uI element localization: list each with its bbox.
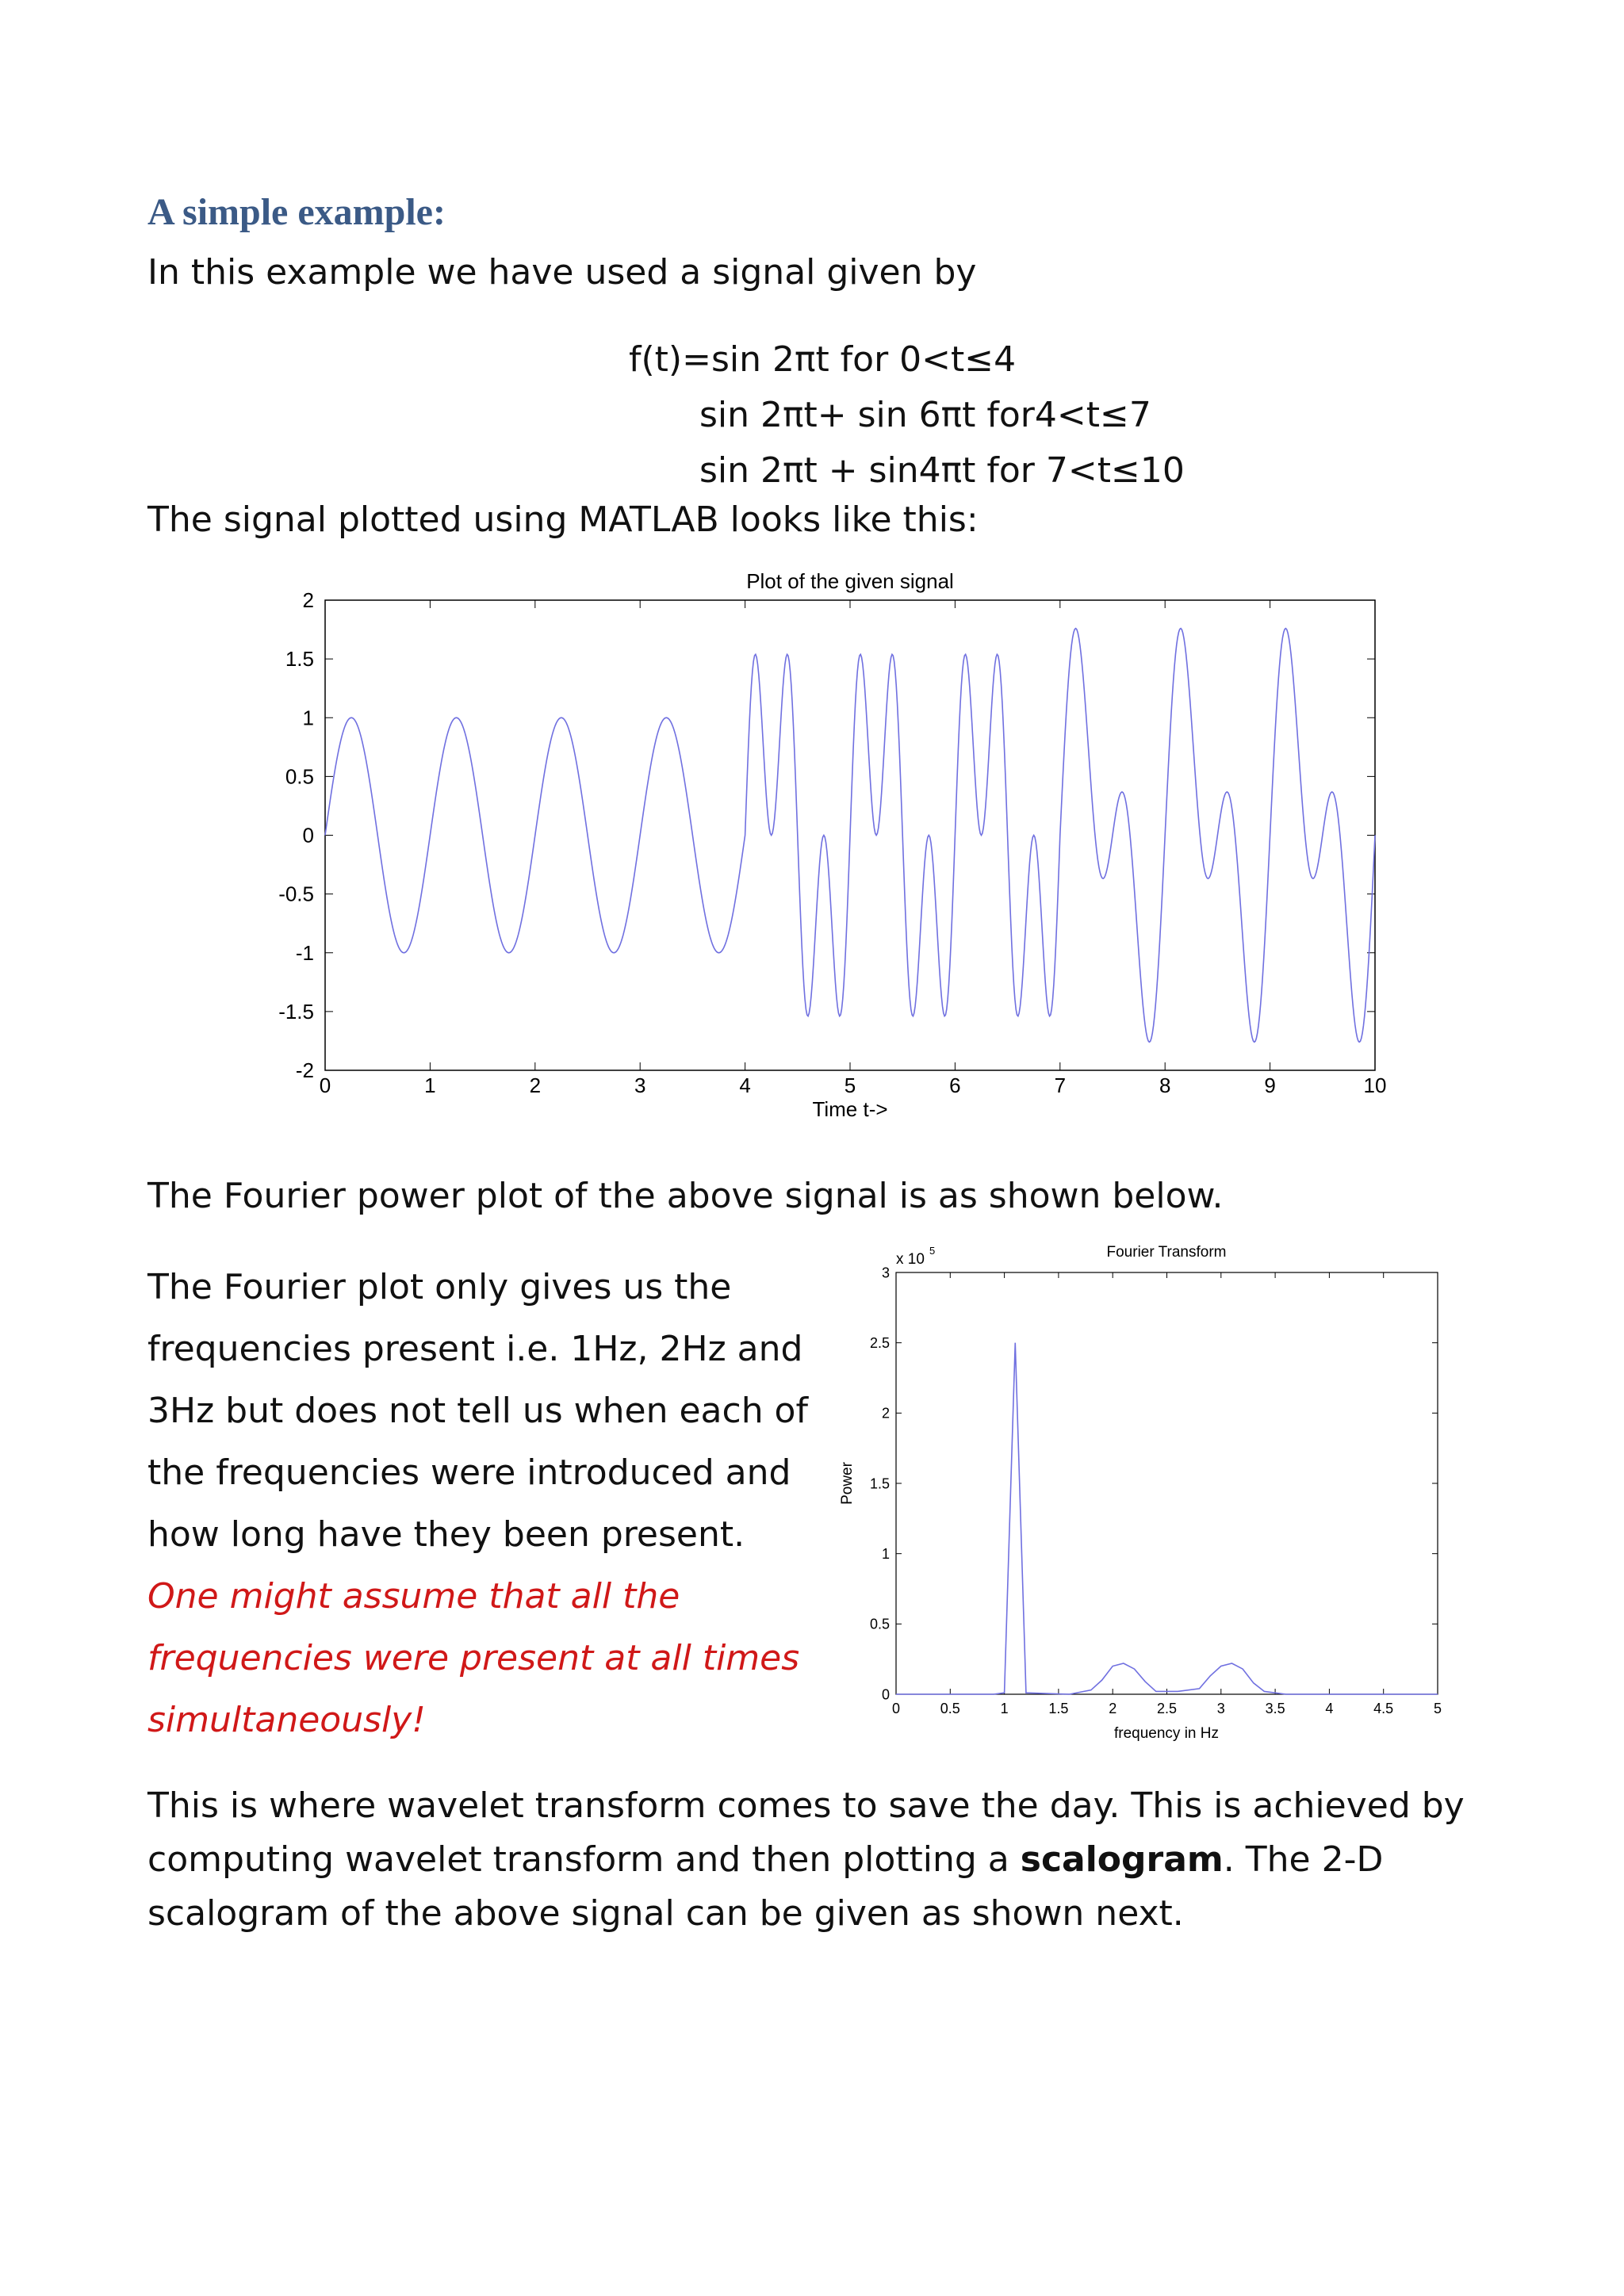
x-tick-label: 2.5 — [1156, 1701, 1178, 1716]
y-tick-label: 2 — [302, 588, 314, 613]
signal-plot — [238, 555, 1427, 1134]
fourier-plot-scale-exponent: 5 — [929, 1245, 936, 1257]
closing-line-2-start: computing wavelet transform and then plotting a — [147, 1839, 1021, 1880]
x-tick-label: 3 — [1216, 1701, 1225, 1716]
x-tick-label: 5 — [1433, 1701, 1442, 1716]
equation-line-3: sin 2πt + sin4πt for 7<t≤10 — [699, 450, 1185, 491]
signal-plot-title: Plot of the given signal — [746, 569, 954, 593]
x-tick-label: 5 — [844, 1073, 856, 1097]
fourier-plot-scale-label: x 10 — [896, 1251, 925, 1268]
y-tick-label: 0 — [881, 1686, 890, 1703]
y-tick-label: 1.5 — [869, 1475, 890, 1492]
y-tick-label: 1 — [302, 706, 314, 730]
equation-line-1: f(t)=sin 2πt for 0<t≤4 — [629, 339, 1017, 380]
x-tick-label: 7 — [1054, 1073, 1067, 1097]
side-line-3: 3Hz but does not tell us when each of — [147, 1391, 808, 1431]
x-tick-label: 4 — [739, 1073, 751, 1097]
closing-line-2 — [147, 1833, 1465, 1887]
y-tick-label: -0.5 — [278, 882, 314, 906]
y-tick-label: 1.5 — [285, 647, 314, 672]
y-tick-label: 0 — [302, 823, 314, 848]
side-line-4: the frequencies were introduced and — [147, 1452, 791, 1493]
y-tick-label: -2 — [295, 1058, 314, 1083]
x-tick-label: 8 — [1159, 1073, 1171, 1097]
x-tick-label: 0.5 — [940, 1701, 960, 1716]
x-tick-label: 1.5 — [1048, 1701, 1069, 1716]
y-tick-label: 0.5 — [869, 1616, 890, 1632]
x-tick-label: 10 — [1363, 1073, 1387, 1097]
fourier-plot-axes-box — [896, 1272, 1438, 1694]
fourier-plot-xlabel: frequency in Hz — [1113, 1725, 1220, 1742]
fourier-plot-ylabel: Power — [839, 1462, 856, 1505]
y-tick-label: 0.5 — [285, 764, 314, 789]
side-red-line-1: One might assume that all the — [147, 1576, 680, 1617]
intro-text: In this example we have used a signal given by — [147, 252, 977, 293]
x-tick-label: 1 — [424, 1073, 436, 1097]
y-tick-label: 1 — [881, 1545, 890, 1562]
fourier-plot-title: Fourier Transform — [1106, 1244, 1227, 1261]
closing-line-2-end: . The 2-D — [1223, 1839, 1384, 1880]
plot-intro-text: The signal plotted using MATLAB looks like this: — [147, 499, 979, 540]
closing-line-1: This is where wavelet transform comes to save the day. This is achieved by — [147, 1785, 1465, 1826]
side-line-1: The Fourier plot only gives us the — [147, 1267, 732, 1307]
x-tick-label: 6 — [949, 1073, 961, 1097]
y-tick-label: -1.5 — [278, 999, 314, 1024]
section-heading: A simple example: — [147, 191, 446, 233]
x-tick-label: 0 — [891, 1701, 901, 1716]
x-tick-label: 4 — [1325, 1701, 1334, 1716]
y-tick-label: 2.5 — [869, 1334, 890, 1351]
x-tick-label: 0 — [319, 1073, 331, 1097]
y-tick-label: 2 — [881, 1405, 890, 1422]
equation-line-2: sin 2πt+ sin 6πt for4<t≤7 — [699, 395, 1151, 435]
y-tick-label: -1 — [295, 940, 314, 965]
closing-paragraph — [147, 1779, 1465, 1941]
closing-line-3: scalogram of the above signal can be given as shown next. — [147, 1893, 1184, 1934]
x-tick-label: 2 — [1109, 1701, 1117, 1716]
x-tick-label: 3.5 — [1265, 1701, 1285, 1716]
x-tick-label: 4.5 — [1373, 1701, 1394, 1716]
x-tick-label: 2 — [529, 1073, 542, 1097]
y-tick-label: 3 — [881, 1265, 890, 1281]
side-red-line-3: simultaneously! — [147, 1700, 426, 1740]
scalogram-term: scalogram — [1020, 1839, 1224, 1880]
side-red-line-2: frequencies were present at all times — [147, 1638, 800, 1678]
side-explanation — [147, 1257, 829, 1751]
x-tick-label: 1 — [1000, 1701, 1009, 1716]
signal-plot-xlabel: Time t-> — [812, 1097, 888, 1121]
fourier-plot — [833, 1233, 1467, 1756]
side-line-5: how long have they been present. — [147, 1514, 745, 1555]
side-line-2: frequencies present i.e. 1Hz, 2Hz and — [147, 1329, 803, 1369]
x-tick-label: 9 — [1264, 1073, 1276, 1097]
fourier-intro-text: The Fourier power plot of the above signal is as shown below. — [147, 1176, 1224, 1216]
x-tick-label: 3 — [634, 1073, 646, 1097]
